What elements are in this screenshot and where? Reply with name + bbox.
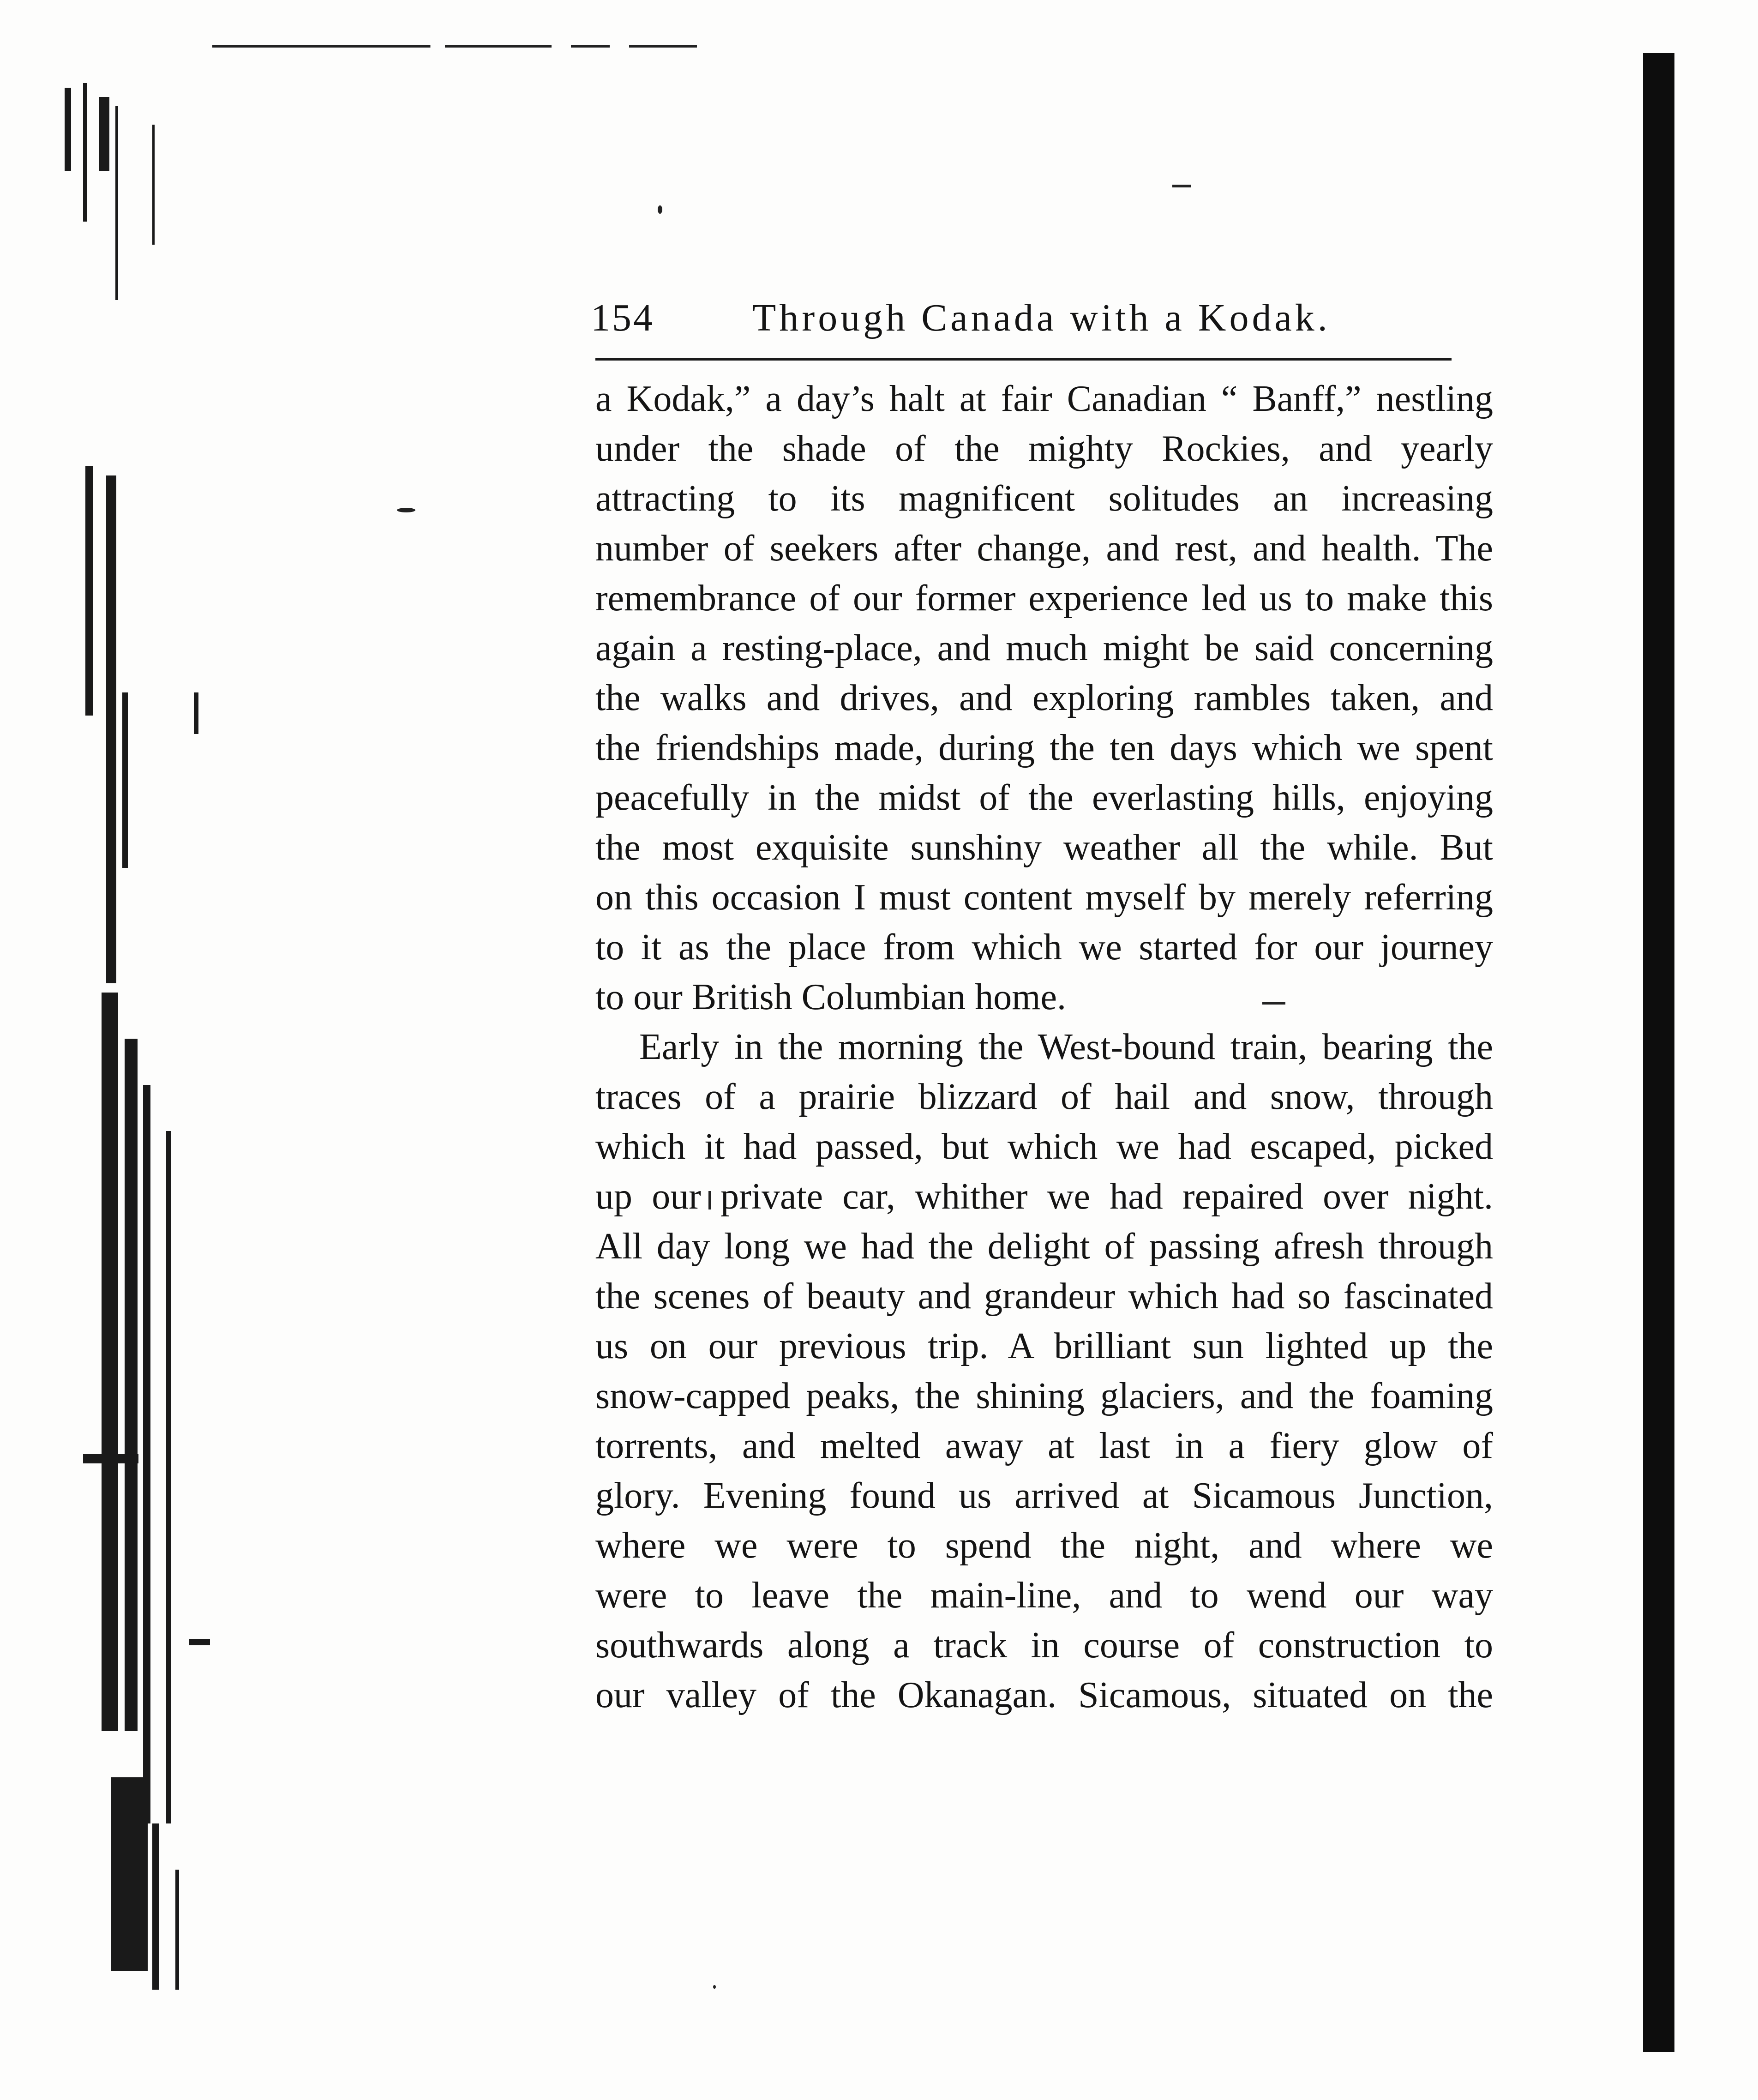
right-edge-bar: [1643, 53, 1674, 2052]
text-line: which it had passed, but which we had escaped, picked: [595, 1126, 1493, 1167]
text-line: number of seekers after change, and rest, and health. The: [595, 528, 1493, 569]
text-line: the friendships made, during the ten days which we spent: [595, 728, 1493, 768]
text-line: a Kodak,” a day’s halt at fair Canadian “ Banff,” nestling: [595, 379, 1493, 419]
text-line: torrents, and melted away at last in a fiery glow of: [595, 1426, 1493, 1466]
text-line: remembrance of our former experience led us to make this: [595, 578, 1493, 619]
text-line: the most exquisite sunshiny weather all the while. But: [595, 827, 1493, 868]
text-line: to our British Columbian home.: [595, 977, 1066, 1017]
text-line: the scenes of beauty and grandeur which had so fascinated: [595, 1276, 1493, 1317]
running-header: [586, 286, 1454, 342]
text-line: peacefully in the midst of the everlasting hills, enjoying: [595, 777, 1493, 818]
text-line: attracting to its magnificent solitudes an increasing: [595, 478, 1493, 519]
text-line: southwards along a track in course of construction to: [595, 1625, 1493, 1666]
text-line: snow-capped peaks, the shining glaciers, and the foaming: [595, 1376, 1493, 1416]
text-line: again a resting-place, and much might be said concerning: [595, 628, 1493, 668]
running-title: Through Canada with a Kodak.: [752, 296, 1331, 339]
top-edge-rule: [212, 45, 697, 48]
text-line: our valley of the Okanagan. Sicamous, situated on the: [595, 1675, 1493, 1715]
page-number: 154: [591, 296, 654, 339]
paragraph: [595, 1022, 1493, 1720]
text-line: All day long we had the delight of passing afresh through: [595, 1226, 1493, 1267]
text-line: us on our previous trip. A brilliant sun lighted up the: [595, 1326, 1493, 1366]
header-rule: [595, 358, 1452, 361]
paragraph: [595, 374, 1493, 1022]
binding-gutter-artifacts: [55, 69, 222, 2045]
text-line: where we were to spend the night, and where we: [595, 1525, 1493, 1566]
text-line: under the shade of the mighty Rockies, and yearly: [595, 428, 1493, 469]
text-line: were to leave the main-line, and to wend our way: [595, 1575, 1493, 1616]
text-line: to it as the place from which we started for our journey: [595, 927, 1493, 968]
text-line: Early in the morning the West-bound train, bearing the: [639, 1027, 1493, 1067]
text-line: on this occasion I must content myself by merely referring: [595, 877, 1493, 918]
text-line: up our private car, whither we had repaired over night.: [595, 1176, 1493, 1217]
text-line: traces of a prairie blizzard of hail and snow, through: [595, 1077, 1493, 1117]
text-line: the walks and drives, and exploring rambles taken, and: [595, 678, 1493, 718]
body-text: [595, 374, 1493, 1720]
text-line: glory. Evening found us arrived at Sicamous Junction,: [595, 1475, 1493, 1516]
